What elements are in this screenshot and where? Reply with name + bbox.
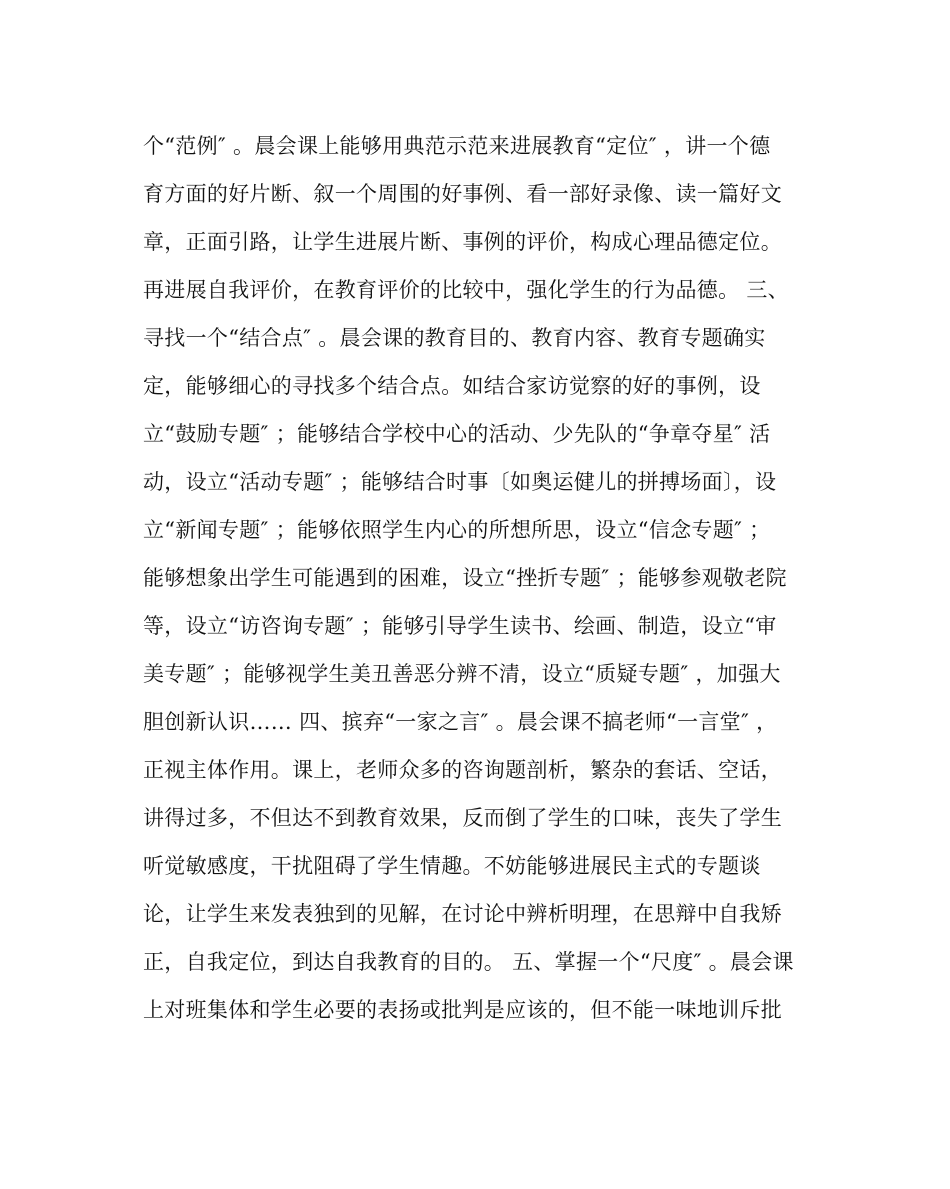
text-line: 胆创新认识…… 四、摈弃“一家之言″ 。晨会课不搞老师“一言堂″ ，: [143, 710, 778, 734]
text-line: 再进展自我评价，在教育评价的比较中，强化学生的行为品德。 三、: [143, 278, 789, 302]
text-line: 听觉敏感度，干扰阻碍了学生情趣。不妨能够进展民主式的专题谈: [143, 854, 761, 878]
text-line: 上对班集体和学生必要的表扬或批判是应该的，但不能一味地训斥批: [143, 998, 782, 1022]
text-line: 能够想象出学生可能遇到的困难，设立“挫折专题″ ；能够参观敬老院: [143, 566, 787, 590]
text-line: 章，正面引路，让学生进展片断、事例的评价，构成心理品德定位。: [143, 230, 782, 254]
document-body: [143, 126, 823, 1038]
text-line: 寻找一个“结合点″ 。晨会课的教育目的、教育内容、教育专题确实: [143, 326, 766, 350]
text-line: 讲得过多，不但达不到教育效果，反而倒了学生的口味，丧失了学生: [143, 806, 782, 830]
text-line: 论，让学生来发表独到的见解，在讨论中辨析明理，在思辩中自我矫: [143, 902, 782, 926]
text-line: 个“范例″ 。晨会课上能够用典范示范来进展教育“定位″ ，讲一个德: [143, 134, 771, 158]
text-line: 立“鼓励专题″ ；能够结合学校中心的活动、少先队的“争章夺星″ 活: [143, 422, 771, 446]
text-line: 动，设立“活动专题″ ；能够结合时事〔如奥运健儿的拼搏场面〕，设: [143, 470, 777, 494]
text-line: 定，能够细心的寻找多个结合点。如结合家访觉察的好的事例，设: [143, 374, 761, 398]
text-line: 育方面的好片断、叙一个周围的好事例、看一部好录像、读一篇好文: [143, 182, 782, 206]
text-line: 美专题″ ；能够视学生美丑善恶分辨不清，设立“质疑专题″ ，加强大: [143, 662, 781, 686]
text-line: 立“新闻专题″ ；能够依照学生内心的所想所思，设立“信念专题″ ；: [143, 518, 771, 542]
text-line: 等，设立“访咨询专题″ ；能够引导学生读书、绘画、制造，设立“审: [143, 614, 777, 638]
text-line: 正，自我定位，到达自我教育的目的。 五、掌握一个“尺度″ 。晨会课: [143, 950, 794, 974]
text-line: 正视主体作用。课上，老师众多的咨询题剖析，繁杂的套话、空话，: [143, 758, 782, 782]
